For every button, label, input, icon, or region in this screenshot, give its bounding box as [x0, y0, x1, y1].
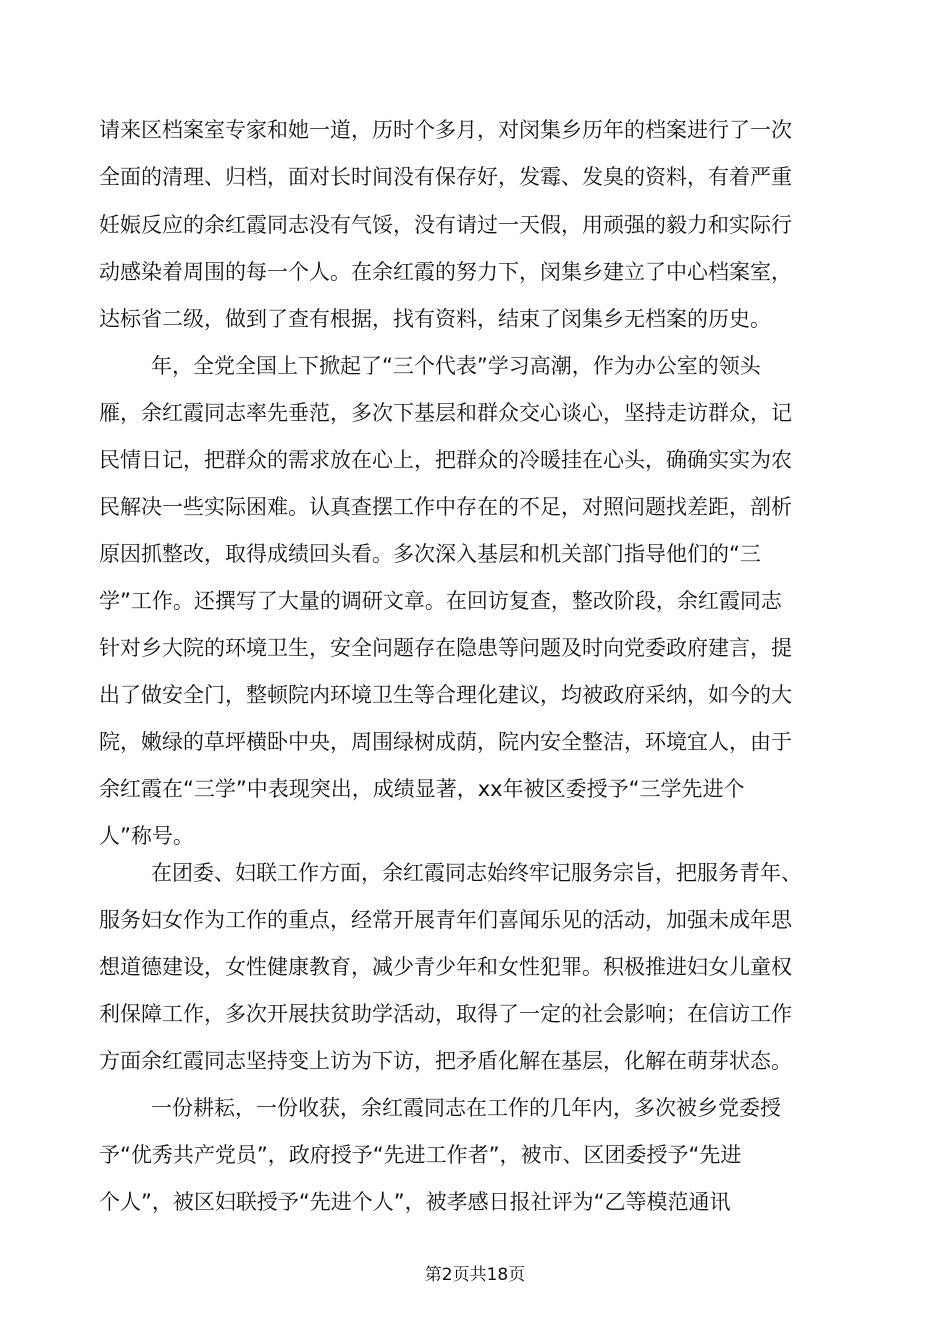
text-line: 方面余红霞同志坚持变上访为下访，把矛盾化解在基层，化解在萌芽状态。: [99, 1049, 792, 1073]
text-line: 达标省二级，做到了查有根据，找有资料，结束了闵集乡无档案的历史。: [99, 307, 771, 331]
text-line: 想道德建设，女性健康教育，减少青少年和女性犯罪。积极推进妇女儿童权: [99, 955, 792, 979]
text-line: 原因抓整改，取得成绩回头看。多次深入基层和机关部门指导他们的“三: [99, 542, 761, 566]
text-line: 全面的清理、归档，面对长时间没有保存好，发霉、发臭的资料，有着严重: [99, 165, 792, 189]
text-line: 妊娠反应的余红霞同志没有气馁，没有请过一天假，用顽强的毅力和实际行: [99, 213, 792, 237]
text-line: 予“优秀共产党员”，政府授予“先进工作者”，被市、区团委授予“先进: [99, 1143, 742, 1167]
text-line: 针对乡大院的环境卫生，安全问题存在隐患等问题及时向党委政府建言，提: [99, 636, 792, 660]
text-line: 利保障工作，多次开展扶贫助学活动，取得了一定的社会影响；在信访工作: [99, 1002, 792, 1026]
text-line: 雁，余红霞同志率先垂范，多次下基层和群众交心谈心，坚持走访群众，记: [99, 401, 792, 425]
page-number-footer: 第2页共18页: [424, 1265, 526, 1285]
text-line: 出了做安全门，整顿院内环境卫生等合理化建议，均被政府采纳，如今的大: [99, 683, 792, 707]
paragraph-first-line: 一份耕耘，一份收获，余红霞同志在工作的几年内，多次被乡党委授: [151, 1096, 781, 1120]
text-line: 服务妇女作为工作的重点，经常开展青年们喜闻乐见的活动，加强未成年思: [99, 908, 792, 932]
text-line: 民情日记，把群众的需求放在心上，把群众的冷暖挂在心头，确确实实为农: [99, 448, 792, 472]
text-line: 请来区档案室专家和她一道，历时个多月，对闵集乡历年的档案进行了一次: [99, 118, 792, 142]
text-line: 个人”，被区妇联授予“先进个人”，被孝感日报社评为“乙等模范通讯: [99, 1190, 731, 1214]
text-line: 院，嫩绿的草坪横卧中央，周围绿树成荫，院内安全整洁，环境宜人，由于: [99, 730, 792, 754]
text-line: 民解决一些实际困难。认真查摆工作中存在的不足，对照问题找差距，剖析: [99, 495, 792, 519]
paragraph-first-line: 在团委、妇联工作方面，余红霞同志始终牢记服务宗旨，把服务青年、: [151, 861, 802, 885]
text-line: 动感染着周围的每一个人。在余红霞的努力下，闵集乡建立了中心档案室，: [99, 260, 792, 284]
text-line: 学”工作。还撰写了大量的调研文章。在回访复查，整改阶段，余红霞同志: [99, 589, 782, 613]
paragraph-first-line: 年，全党全国上下掀起了“三个代表”学习高潮，作为办公室的领头: [151, 354, 761, 378]
text-line: 人”称号。: [99, 824, 194, 848]
text-line: 余红霞在“三学”中表现突出，成绩显著，xx年被区委授予“三学先进个: [99, 777, 745, 801]
